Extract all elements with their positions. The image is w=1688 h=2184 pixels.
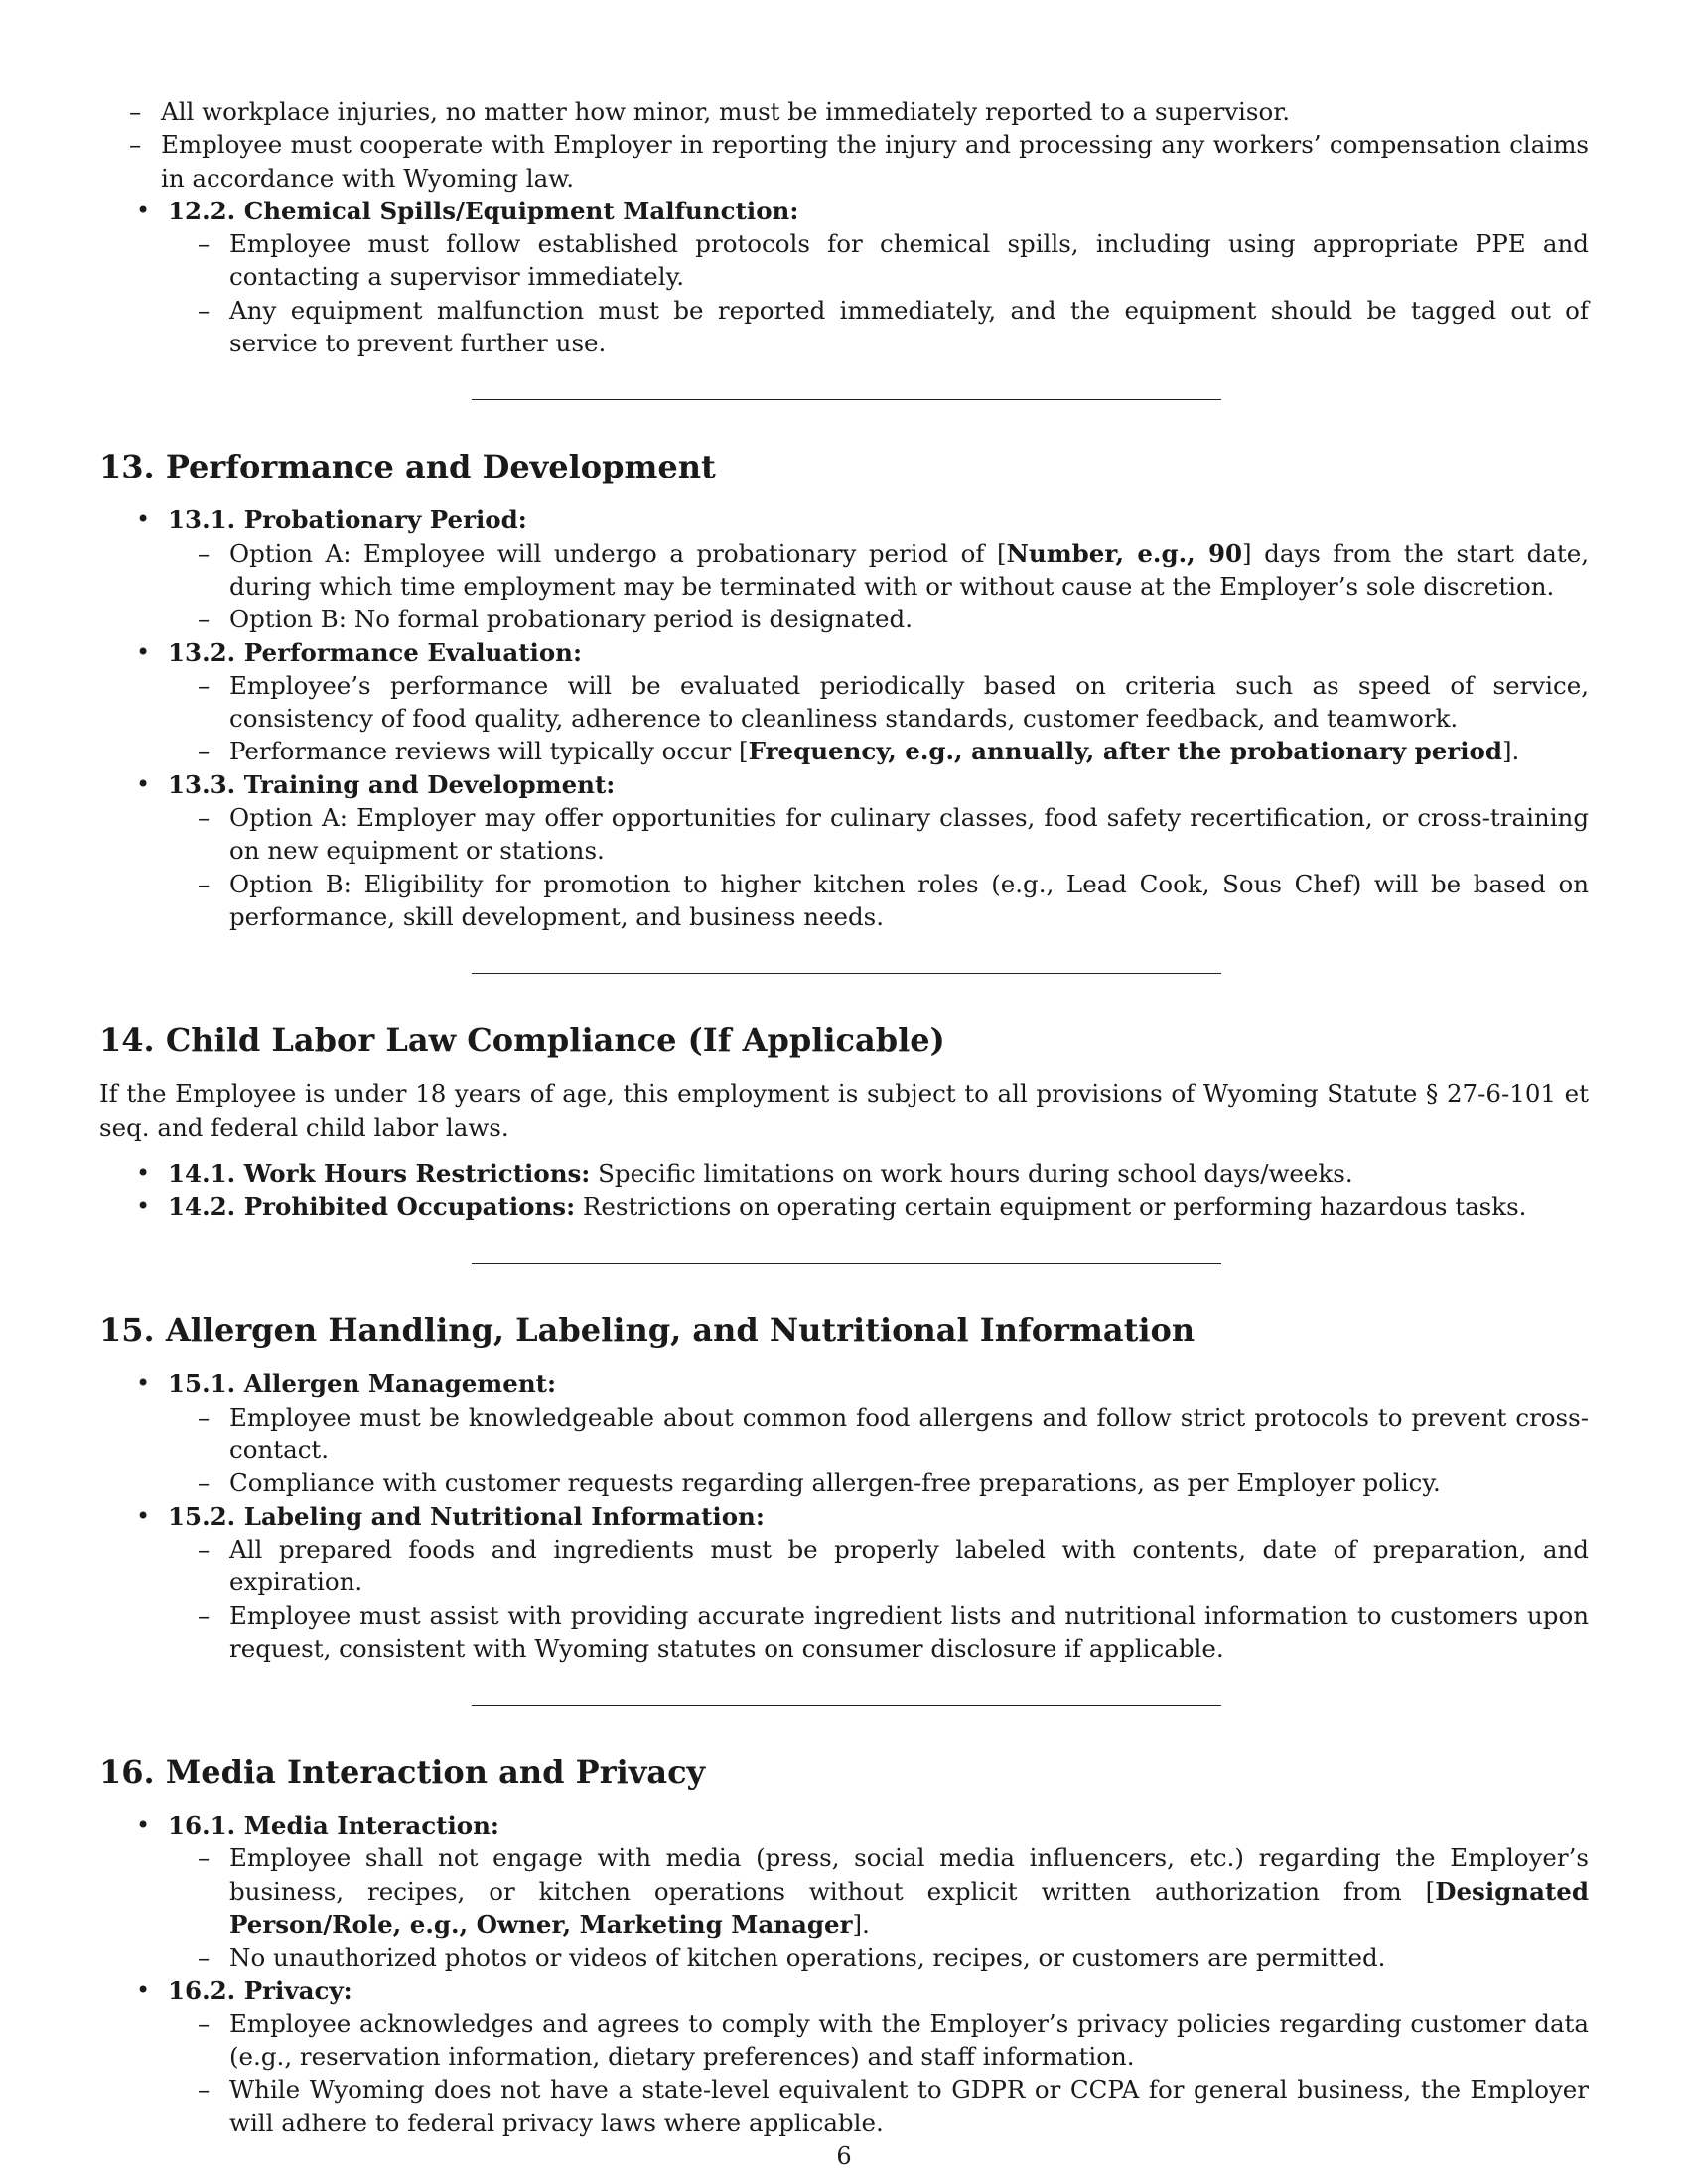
list-item: – Employee must be knowledgeable about common food allergens and follow strict protocols to prevent cross-contact.: [168, 1401, 1589, 1467]
subsection-15-2: [99, 1500, 1589, 1665]
text: Performance reviews will typically occur [: [229, 737, 749, 766]
list-item: [99, 1158, 1589, 1190]
section-divider: [472, 973, 1221, 974]
placeholder-field: Designated Person/Role, e.g., Owner, Marketing Manager: [229, 1876, 1589, 1939]
section-divider: [472, 1705, 1221, 1706]
list-item: [168, 537, 1589, 604]
subsection-heading: 15.2. Labeling and Nutritional Information:: [168, 1501, 765, 1531]
list-item: – Any equipment malfunction must be reported immediately, and the equipment should be tagged out of service to prevent further use.: [168, 294, 1589, 360]
subsection-heading: 13.2. Performance Evaluation:: [168, 637, 583, 667]
text: Employee shall not engage with media (press, social media influencers, etc.) regarding the Employer’s business, recipes, or kitchen operations without explicit written authorization from [: [229, 1843, 1589, 1906]
subsection-15-2-items: [168, 1533, 1589, 1665]
section-13-list: [99, 503, 1589, 933]
placeholder-field: Frequency, e.g., annually, after the probationary period: [748, 737, 1502, 766]
section-15-list: [99, 1367, 1589, 1665]
subsection-15-1: [99, 1367, 1589, 1499]
injury-reporting-list: [99, 95, 1589, 195]
subsection-13-1-items: [168, 537, 1589, 636]
list-item: – Employee’s performance will be evaluated periodically based on criteria such as speed of service, consistency of food quality, adherence to cleanliness standards, customer feedback, and teamwork.: [168, 669, 1589, 736]
subsection-heading: 13.3. Training and Development:: [168, 769, 616, 799]
list-item: – Employee must cooperate with Employer in reporting the injury and processing any workers’ compensation claims in accordance with Wyoming law.: [99, 128, 1589, 195]
list-item: – Option B: Eligibility for promotion to higher kitchen roles (e.g., Lead Cook, Sous Chef) will be based on performance, skill development, and business needs.: [168, 868, 1589, 934]
section-15-title: 15. Allergen Handling, Labeling, and Nutritional Information: [99, 1311, 1196, 1350]
subsection-heading: 13.1. Probationary Period:: [168, 505, 527, 535]
section-14-title: 14. Child Labor Law Compliance (If Applicable): [99, 1022, 945, 1060]
item-label: 14.2. Prohibited Occupations:: [168, 1192, 576, 1222]
list-item: [168, 735, 1589, 767]
text: Option A: Employee will undergo a probationary period of [: [229, 538, 1007, 568]
subsection-13-3: [99, 768, 1589, 933]
subsection-13-2-items: [168, 669, 1589, 768]
section-divider: [472, 399, 1221, 400]
subsection-12-2: [99, 195, 1589, 359]
text: ].: [1502, 737, 1520, 766]
page-number: 6: [836, 2142, 852, 2170]
item-text: Specific limitations on work hours during school days/weeks.: [590, 1159, 1353, 1188]
list-item: – All workplace injuries, no matter how minor, must be immediately reported to a supervisor.: [99, 95, 1589, 128]
list-item: – Employee must follow established protocols for chemical spills, including using appropriate PPE and contacting a supervisor immediately.: [168, 227, 1589, 294]
section-16-list: [99, 1809, 1589, 2139]
subsection-heading: 16.2. Privacy:: [168, 1976, 352, 2005]
section-14-list: [99, 1158, 1589, 1224]
subsection-12-2-items: [168, 227, 1589, 359]
subsection-16-1: [99, 1809, 1589, 1974]
list-item: – All prepared foods and ingredients must be properly labeled with contents, date of preparation, and expiration.: [168, 1533, 1589, 1599]
list-item: – Compliance with customer requests regarding allergen-free preparations, as per Employer policy.: [168, 1466, 1589, 1499]
placeholder-field: Number, e.g., 90: [1006, 538, 1243, 568]
text: ] days from the start date, during which time employment may be terminated with or without cause at the Employer’s sole discretion.: [229, 538, 1590, 601]
subsection-15-1-items: [168, 1401, 1589, 1500]
subsection-13-3-items: [168, 801, 1589, 933]
subsection-16-2: [99, 1975, 1589, 2139]
subsection-16-2-items: [168, 2007, 1589, 2139]
list-item: [168, 1842, 1589, 1941]
item-label: 14.1. Work Hours Restrictions:: [168, 1159, 591, 1188]
subsection-16-1-items: [168, 1842, 1589, 1974]
item-text: Restrictions on operating certain equipment or performing hazardous tasks.: [575, 1192, 1527, 1222]
subsection-heading: 12.2. Chemical Spills/Equipment Malfunction:: [168, 196, 799, 225]
document-page: [99, 95, 1589, 2139]
list-item: – No unauthorized photos or videos of kitchen operations, recipes, or customers are permitted.: [168, 1941, 1589, 1974]
list-item: – Option A: Employer may offer opportunities for culinary classes, food safety recertification, or cross-training on new equipment or stations.: [168, 801, 1589, 868]
list-item: – Option B: No formal probationary period is designated.: [168, 603, 1589, 635]
section-12-list: [99, 195, 1589, 359]
subsection-13-2: [99, 636, 1589, 768]
section-divider: [472, 1263, 1221, 1264]
text: ].: [852, 1909, 870, 1939]
section-16-title: 16. Media Interaction and Privacy: [99, 1753, 706, 1792]
subsection-heading: 16.1. Media Interaction:: [168, 1811, 499, 1841]
section-13-title: 13. Performance and Development: [99, 448, 716, 486]
subsection-heading: 15.1. Allergen Management:: [168, 1369, 556, 1399]
list-item: [99, 1190, 1589, 1223]
list-item: – Employee acknowledges and agrees to comply with the Employer’s privacy policies regarding customer data (e.g., reservation information, dietary preferences) and staff information.: [168, 2007, 1589, 2074]
list-item: – Employee must assist with providing accurate ingredient lists and nutritional information to customers upon request, consistent with Wyoming statutes on consumer disclosure if applicable.: [168, 1599, 1589, 1666]
section-14-intro: If the Employee is under 18 years of age, this employment is subject to all provisions of Wyoming Statute § 27-6-101 et seq. and federal child labor laws.: [99, 1079, 1589, 1142]
list-item: – While Wyoming does not have a state-level equivalent to GDPR or CCPA for general business, the Employer will adhere to federal privacy laws where applicable.: [168, 2073, 1589, 2139]
subsection-13-1: [99, 503, 1589, 635]
